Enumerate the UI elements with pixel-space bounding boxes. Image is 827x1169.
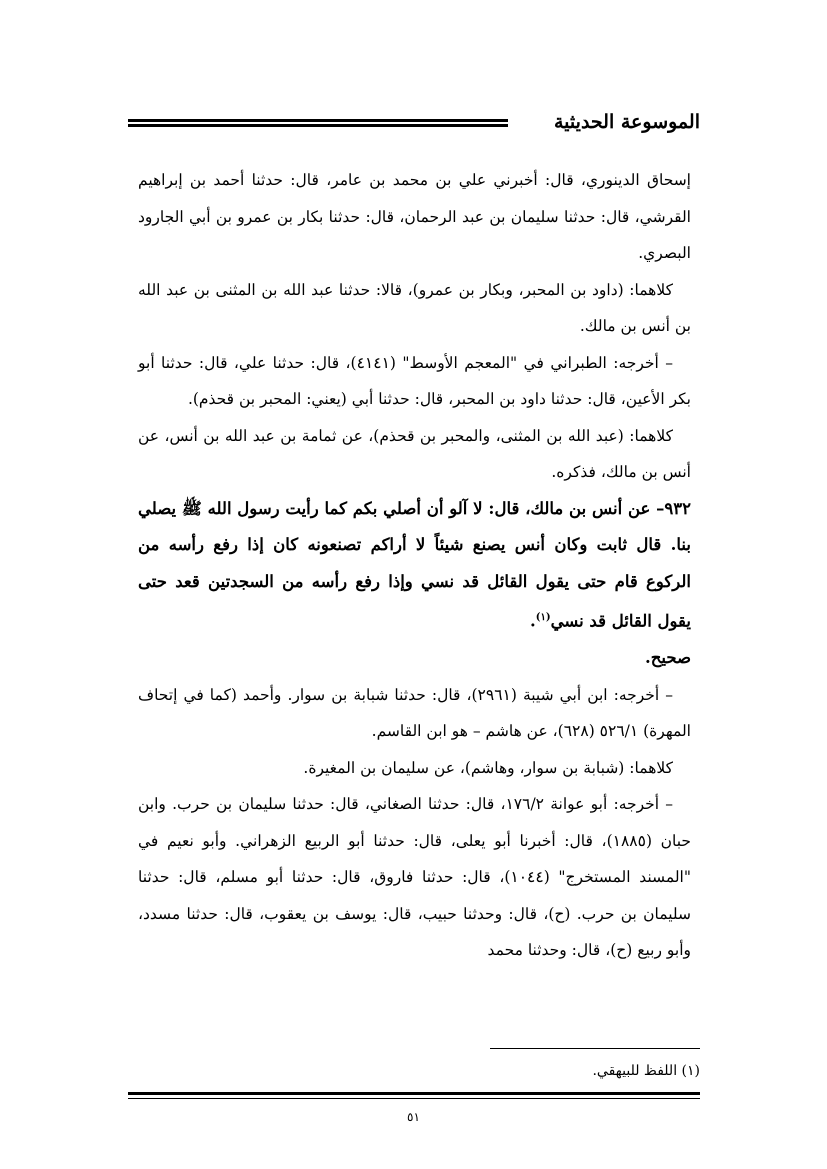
header-title: الموسوعة الحديثية [554, 111, 700, 133]
header-double-rule [128, 119, 508, 126]
running-header [128, 104, 700, 144]
footnote-separator [490, 1048, 700, 1049]
grading: صحيح. [644, 648, 691, 667]
paragraph: كلاهما: (شبابة بن سوار، وهاشم)، عن سليمان بن المغيرة. [303, 758, 673, 777]
hadith-body: ٩٣٢– عن أنس بن مالك، قال: لا آلو أن أصلي بكم كما رأيت رسول الله ﷺ يصلي بنا. قال ثابت وكان أنس يصنع شيئاً لا أراكم تصنعونه كان إذا رفع رأسه من الركوع قام حتى يقول القائل قد نسي وإذا رفع رأسه من السجدتين قعد حتى يقول القائل قد نسي [138, 498, 691, 631]
hadith-text [138, 491, 691, 641]
hadith-end: . [530, 611, 536, 631]
footnote-marker: (١) [535, 612, 551, 623]
page-number: ٥١ [407, 1110, 420, 1124]
footnote: (١) اللفظ للبيهقي. [592, 1063, 700, 1079]
footer-rule-bottom [128, 1098, 700, 1099]
paragraph: كلاهما: (داود بن المحبر، وبكار بن عمرو)، قالا: حدثنا عبد الله بن المثنى بن عبد الله بن أنس بن مالك. [138, 280, 691, 335]
paragraph: – أخرجه: أبو عوانة ١٧٦/٢، قال: حدثنا الصغاني، قال: حدثنا سليمان بن حرب. وابن حبان (١٨٨٥)، قال: أخبرنا أبو يعلى، قال: حدثنا أبو الربيع الزهراني. وأبو نعيم في "المسند المستخرج" (١٠٤٤)، قال: حدثنا فاروق، قال: حدثنا أبو مسلم، قال: حدثنا سليمان بن حرب. (ح)، قال: وحدثنا حبيب، قال: يوسف بن يعقوب، قال: حدثنا مسدد، وأبو ربيع (ح)، قال: وحدثنا محمد [138, 795, 692, 959]
footer-rule-top [128, 1092, 700, 1095]
paragraph: إسحاق الدينوري، قال: أخبرني علي بن محمد بن عامر، قال: حدثنا أحمد بن إبراهيم القرشي، قال: حدثنا سليمان بن عبد الرحمان، قال: حدثنا بكار بن عمرو بن أبي الجارود البصري. [138, 171, 691, 262]
header-rule-top [128, 119, 508, 122]
header-rule-bottom [128, 124, 508, 127]
paragraph: – أخرجه: الطبراني في "المعجم الأوسط" (٤١٤١)، قال: حدثنا علي، قال: حدثنا أبو بكر الأعين، قال: حدثنا داود بن المحبر، قال: حدثنا أبي (يعني: المحبر بن قحذم). [138, 353, 691, 408]
paragraph: – أخرجه: ابن أبي شيبة (٢٩٦١)، قال: حدثنا شبابة بن سوار. وأحمد (كما في إتحاف المهرة) ٥٢٦/١ (٦٢٨)، عن هاشم – هو ابن القاسم. [138, 685, 691, 740]
page-body [138, 162, 691, 969]
paragraph: كلاهما: (عبد الله بن المثنى، والمحبر بن قحذم)، عن ثمامة بن عبد الله بن أنس، عن أنس بن مالك، فذكره. [138, 426, 691, 481]
